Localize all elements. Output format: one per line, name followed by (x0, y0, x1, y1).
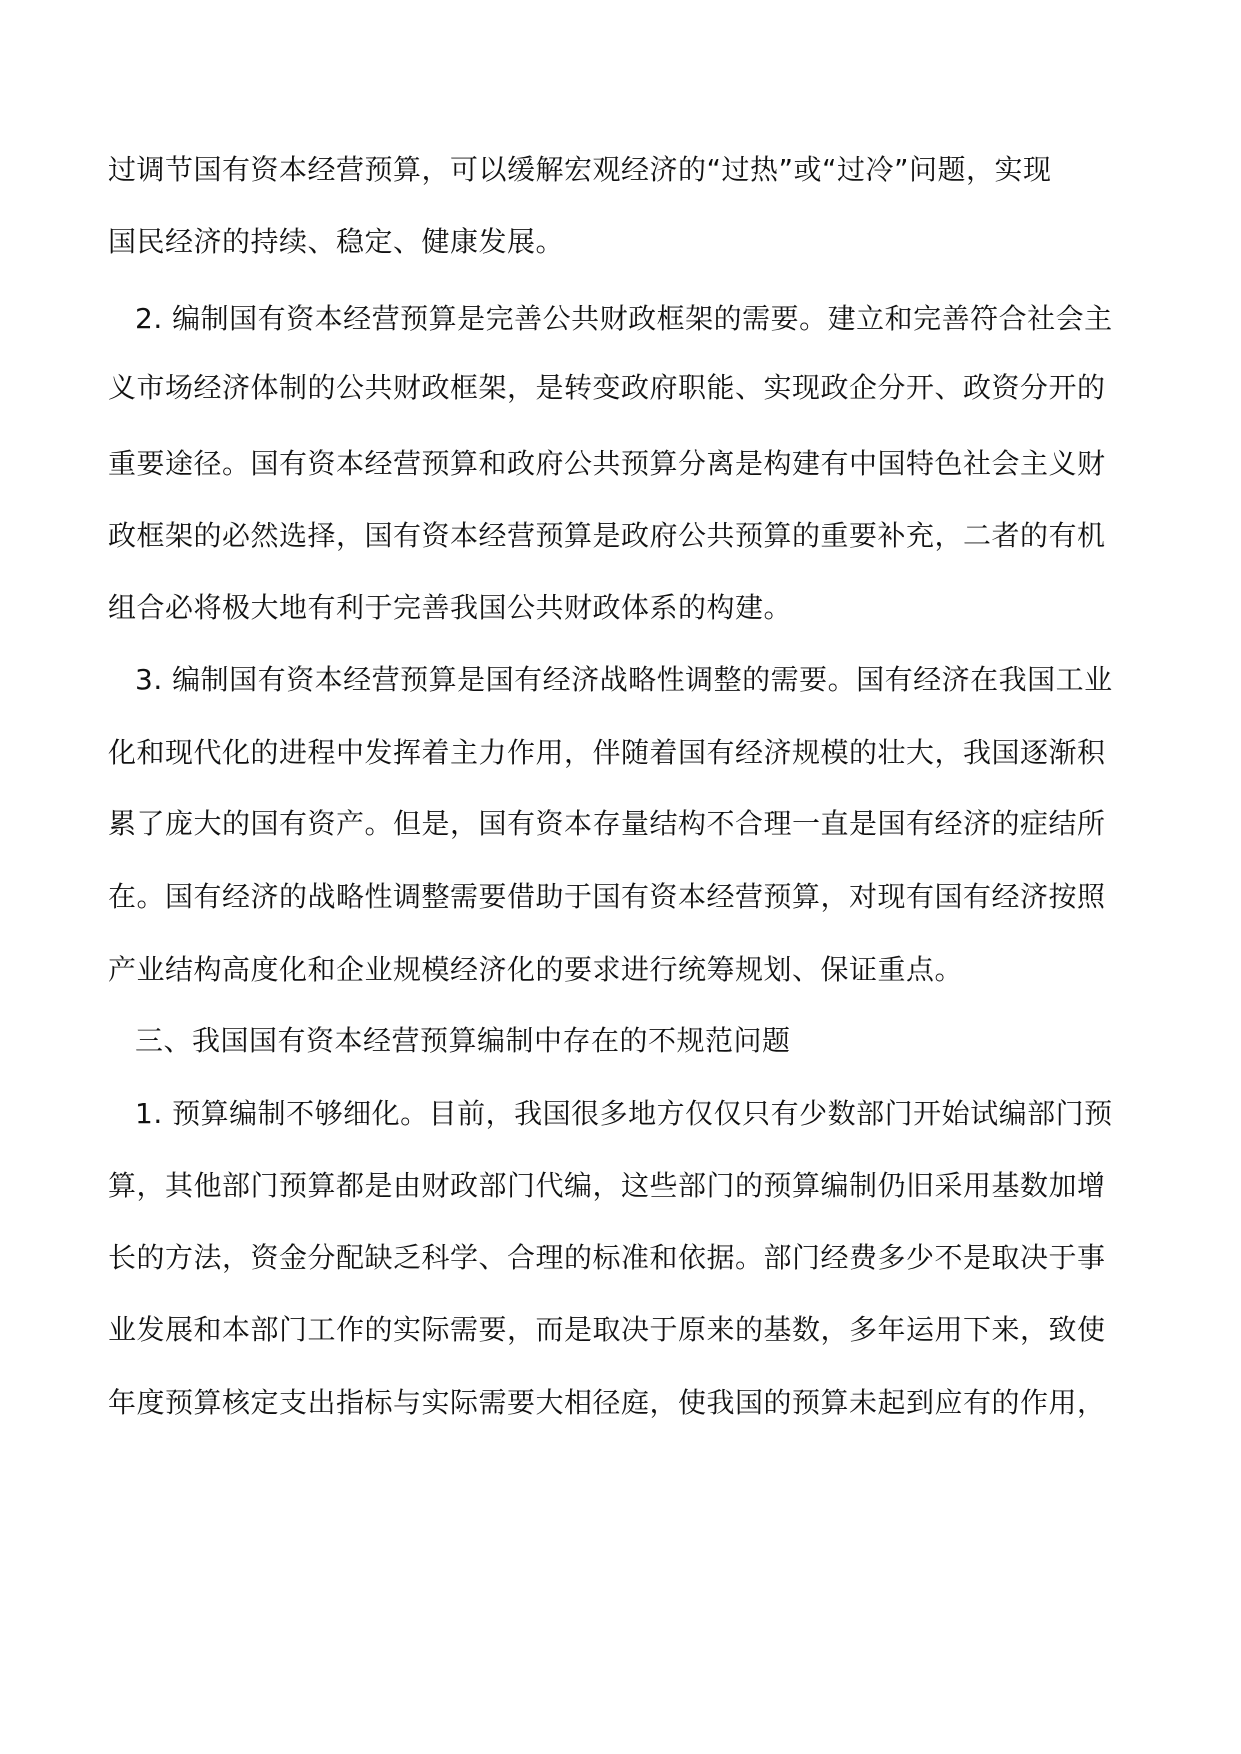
text-line: 过调节国有资本经营预算，可以缓解宏观经济的“过热”或“过冷”问题，实现 (108, 153, 1052, 186)
text-line: 长的方法，资金分配缺乏科学、合理的标准和依据。部门经费多少不是取决于事 (108, 1241, 1106, 1274)
text-line: 累了庞大的国有资产。但是，国有资本存量结构不合理一直是国有经济的症结所 (108, 807, 1106, 840)
paragraph-2-start: 2. 编制国有资本经营预算是完善公共财政框架的需要。建立和完善符合社会主 (135, 302, 1113, 335)
text-line: 重要途径。国有资本经营预算和政府公共预算分离是构建有中国特色社会主义财 (108, 447, 1106, 480)
text-line: 国民经济的持续、稳定、健康发展。 (108, 225, 565, 258)
text-line: 义市场经济体制的公共财政框架，是转变政府职能、实现政企分开、政资分开的 (108, 371, 1106, 404)
text-line: 政框架的必然选择，国有资本经营预算是政府公共预算的重要补充，二者的有机 (108, 519, 1106, 552)
text-line: 年度预算核定支出指标与实际需要大相径庭，使我国的预算未起到应有的作用， (108, 1386, 1106, 1419)
text-line: 组合必将极大地有利于完善我国公共财政体系的构建。 (108, 591, 793, 624)
text-line: 化和现代化的进程中发挥着主力作用，伴随着国有经济规模的壮大，我国逐渐积 (108, 736, 1106, 769)
text-line: 业发展和本部门工作的实际需要，而是取决于原来的基数，多年运用下来，致使 (108, 1313, 1106, 1346)
section-heading: 三、我国国有资本经营预算编制中存在的不规范问题 (135, 1024, 791, 1057)
paragraph-3-start: 3. 编制国有资本经营预算是国有经济战略性调整的需要。国有经济在我国工业 (135, 663, 1113, 696)
text-line: 在。国有经济的战略性调整需要借助于国有资本经营预算，对现有国有经济按照 (108, 880, 1106, 913)
text-line: 产业结构高度化和企业规模经济化的要求进行统筹规划、保证重点。 (108, 953, 964, 986)
paragraph-1-start: 1. 预算编制不够细化。目前，我国很多地方仅仅只有少数部门开始试编部门预 (135, 1097, 1113, 1130)
text-line: 算，其他部门预算都是由财政部门代编，这些部门的预算编制仍旧采用基数加增 (108, 1169, 1106, 1202)
